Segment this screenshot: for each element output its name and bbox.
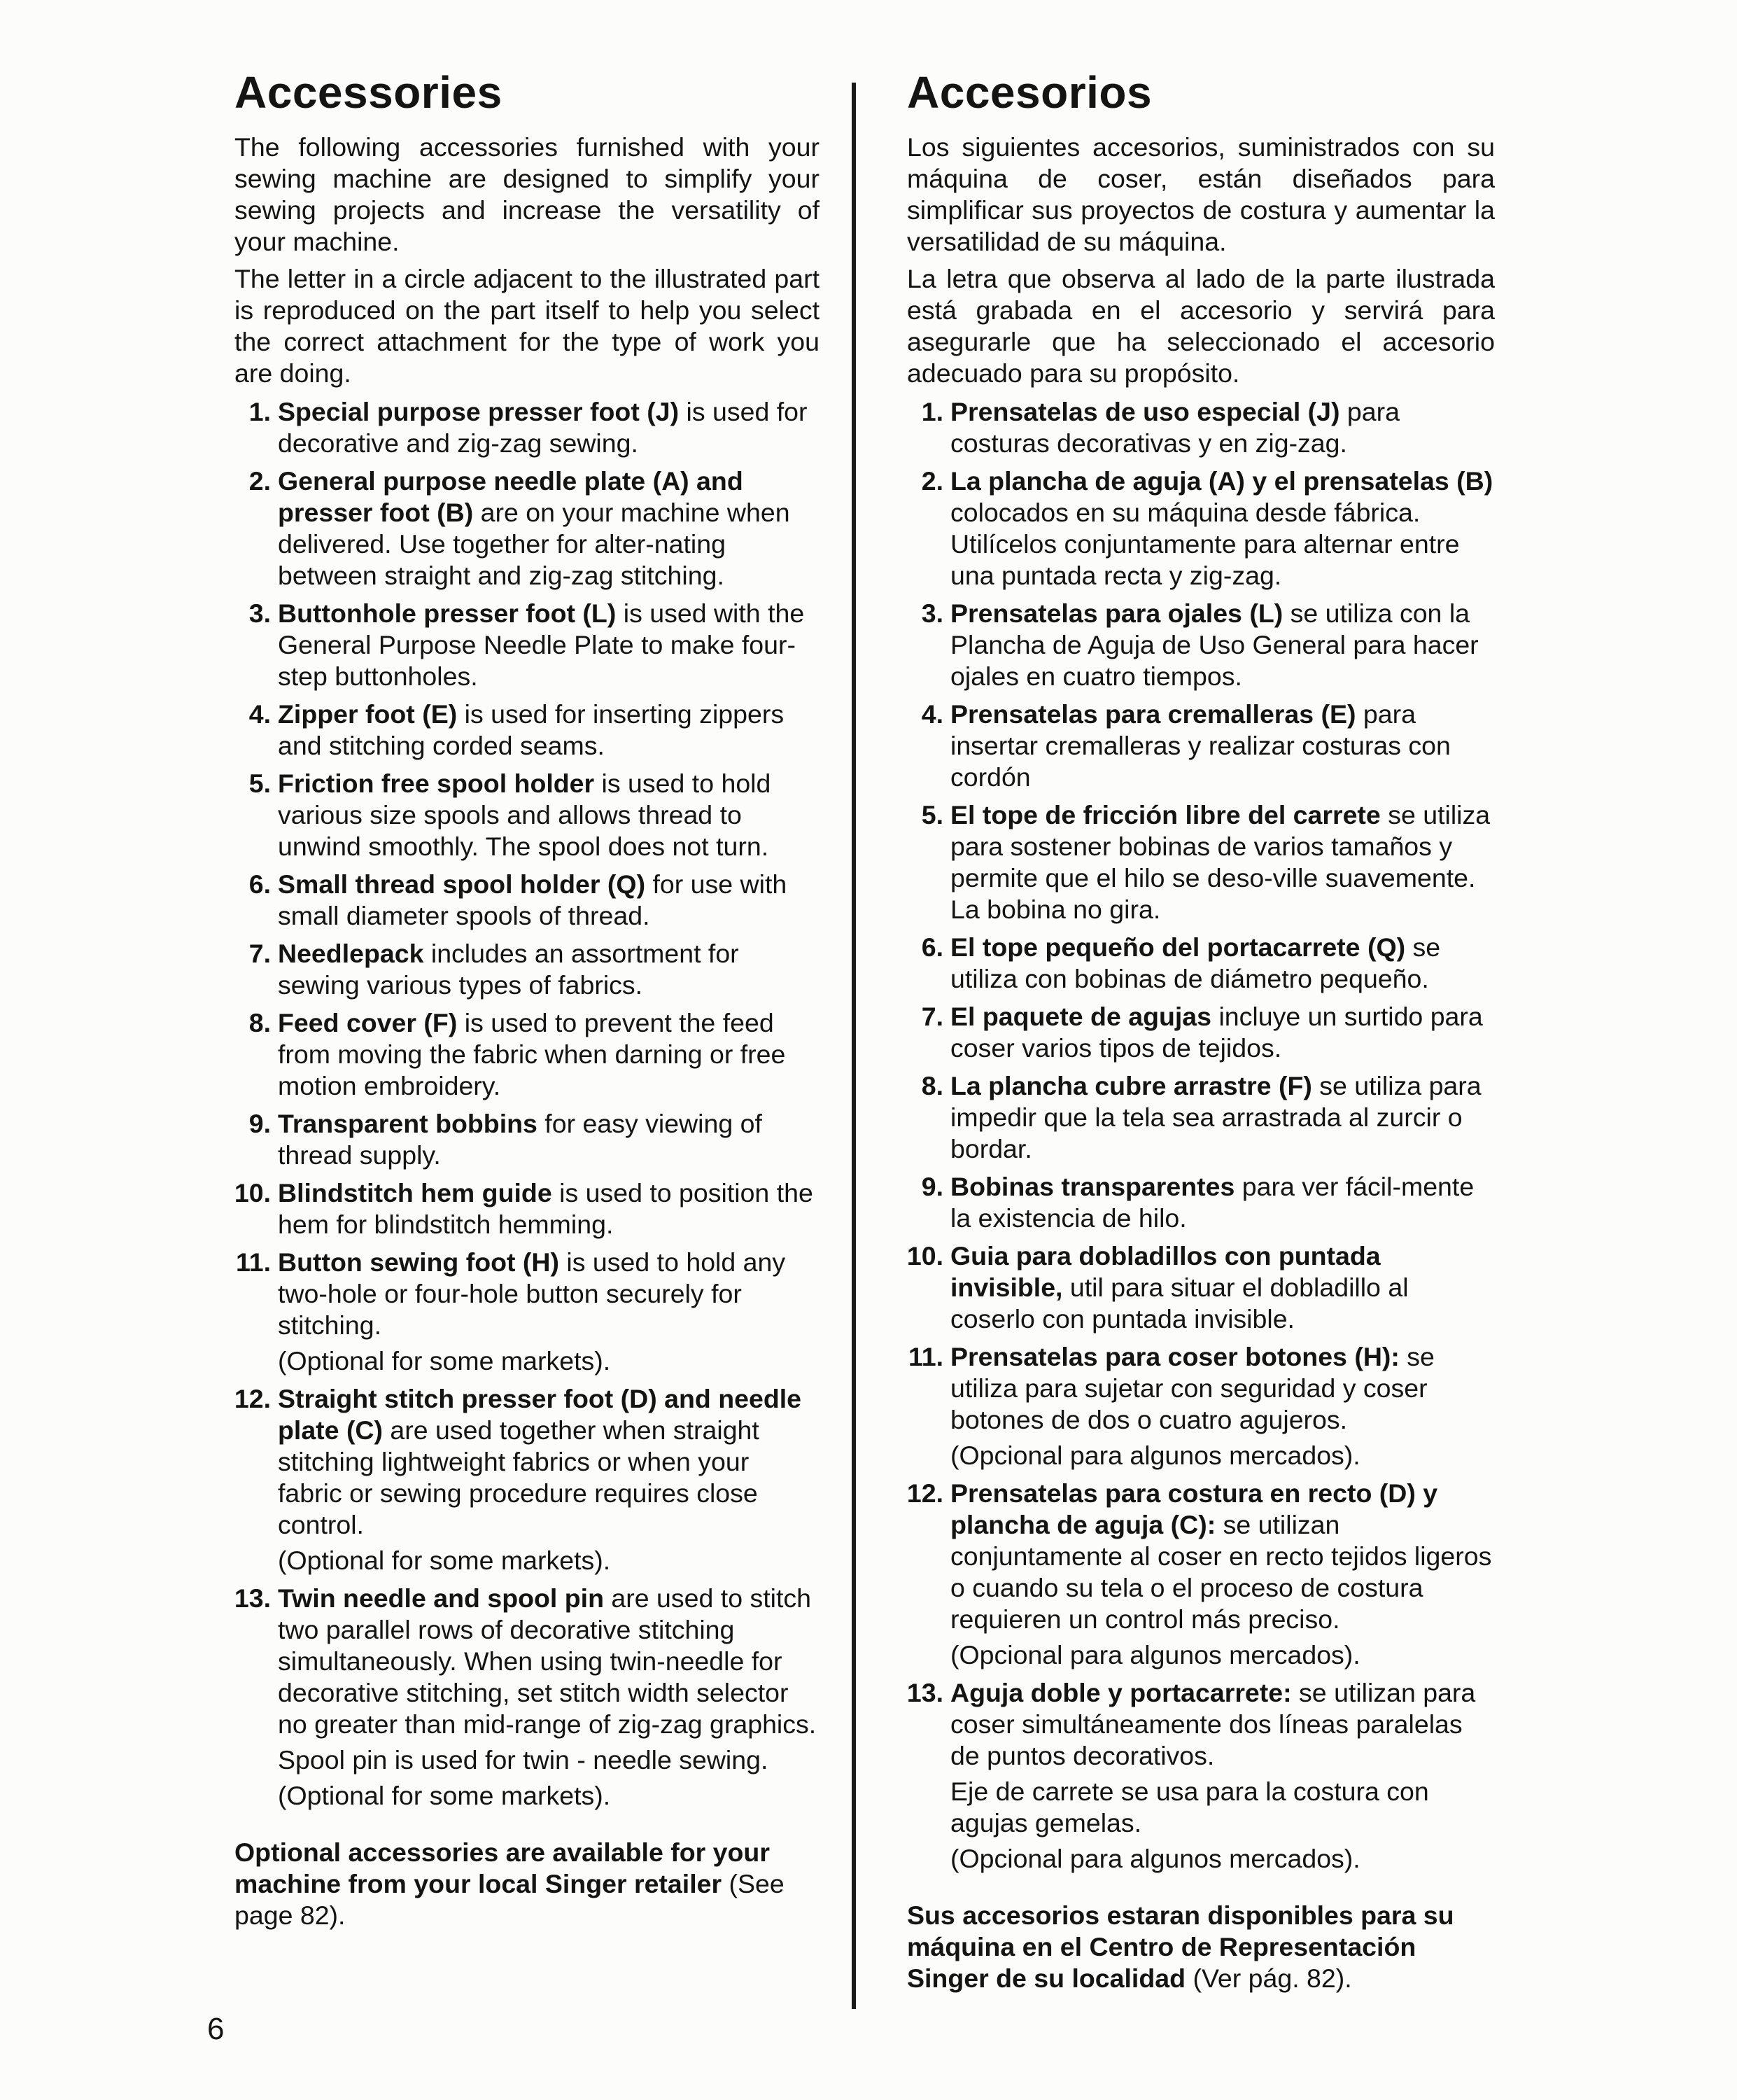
- spanish-closing-text: (Ver pág. 82).: [1186, 1963, 1352, 1993]
- english-list-item: [234, 598, 820, 692]
- item-name: Aguja doble y portacarrete:: [950, 1677, 1292, 1707]
- item-text: para costuras decorativas y en zig-zag.: [950, 396, 1400, 458]
- spanish-closing: [907, 1900, 1495, 1994]
- spanish-list-item: [907, 1677, 1495, 1875]
- item-number: 6.: [921, 932, 943, 962]
- english-list-item: [234, 869, 820, 932]
- item-optional-note: (Opcional para algunos mercados).: [950, 1440, 1360, 1470]
- english-list-item: [234, 1108, 820, 1171]
- spanish-accessory-list: [907, 396, 1495, 1875]
- spanish-intro-1: Los siguientes accesorios, suministrados con su máquina de coser, están diseñados para simplificar sus proyectos de costura y aumentar la versatilidad de su máquina.: [907, 132, 1495, 256]
- item-description: [950, 1341, 1495, 1436]
- item-text: para ver fácil-mente la existencia de hilo.: [950, 1171, 1475, 1233]
- item-description: [950, 1171, 1495, 1234]
- item-number: 2.: [921, 465, 943, 496]
- item-text: se utiliza con bobinas de diámetro pequeño.: [950, 932, 1441, 993]
- item-number: 11.: [908, 1341, 943, 1371]
- item-name: El paquete de agujas: [950, 1001, 1212, 1031]
- english-list-item: [234, 1177, 820, 1240]
- english-list-item: [234, 1583, 820, 1812]
- item-name: El tope de fricción libre del carrete: [950, 799, 1381, 830]
- item-number: 1.: [921, 396, 943, 426]
- spanish-list-item: [907, 1070, 1495, 1165]
- item-name: Prensatelas para cremalleras (E): [950, 699, 1356, 729]
- item-description: [278, 699, 820, 762]
- item-description: [950, 1070, 1495, 1165]
- spanish-list-item: [907, 1001, 1495, 1064]
- item-text: is used for decorative and zig-zag sewing.: [278, 396, 808, 458]
- item-name: Button sewing foot (H): [278, 1247, 559, 1277]
- item-name: Straight stitch presser foot (D) and needle plate (C): [278, 1383, 802, 1445]
- item-text: se utiliza para impedir que la tela sea arrastrada al zurcir o bordar.: [950, 1070, 1482, 1163]
- item-name: Bobinas transparentes: [950, 1171, 1235, 1201]
- item-text: colocados en su máquina desde fábrica. Utilícelos conjuntamente para alternar entre una puntada recta y zig-zag.: [950, 497, 1460, 590]
- spanish-list-item: [907, 699, 1495, 793]
- column-divider: [852, 83, 856, 2009]
- item-description: [950, 932, 1495, 995]
- item-name: Zipper foot (E): [278, 699, 458, 729]
- spanish-intro-2: La letra que observa al lado de la parte ilustrada está grabada en el accesorio y servirá para asegurarle que ha seleccionado el accesorio adecuado para su propósito.: [907, 263, 1495, 388]
- item-name: Prensatelas para costura en recto (D) y plancha de aguja (C):: [950, 1478, 1438, 1539]
- item-number: 4.: [248, 699, 271, 729]
- english-closing: [234, 1837, 820, 1931]
- item-name: Blindstitch hem guide: [278, 1177, 552, 1208]
- item-name: Feed cover (F): [278, 1007, 458, 1037]
- item-number: 5.: [921, 799, 943, 830]
- item-description: [278, 1383, 820, 1541]
- item-description: [950, 1478, 1495, 1635]
- item-number: 8.: [248, 1007, 271, 1037]
- item-text: is used to hold any two-hole or four-hole button securely for stitching.: [278, 1247, 786, 1340]
- item-text: se utiliza para sostener bobinas de varios tamaños y permite que el hilo se deso-ville suavemente. La bobina no gira.: [950, 799, 1491, 924]
- item-number: 9.: [248, 1108, 271, 1138]
- item-description: [278, 598, 820, 692]
- item-description: [278, 1583, 820, 1740]
- english-list-item: [234, 396, 820, 459]
- spanish-closing-bold: Sus accesorios estaran disponibles para su máquina en el Centro de Representación Singer de su localidad: [907, 1900, 1454, 1993]
- item-number: 7.: [921, 1001, 943, 1031]
- item-name: La plancha de aguja (A) y el prensatelas (B): [950, 465, 1493, 496]
- english-list-item: [234, 1007, 820, 1102]
- item-text: para insertar cremalleras y realizar costuras con cordón: [950, 699, 1451, 792]
- item-name: Prensatelas para coser botones (H):: [950, 1341, 1400, 1371]
- item-text: is used to prevent the feed from moving the fabric when darning or free motion embroidery.: [278, 1007, 786, 1100]
- spanish-title: Accesorios: [907, 67, 1153, 118]
- english-title: Accessories: [234, 67, 502, 118]
- item-name: Twin needle and spool pin: [278, 1583, 604, 1613]
- item-text: is used with the General Purpose Needle Plate to make four-step buttonholes.: [278, 598, 805, 691]
- item-description: [950, 699, 1495, 793]
- item-description: [278, 1007, 820, 1102]
- english-list-item: [234, 1383, 820, 1576]
- item-number: 5.: [248, 768, 271, 798]
- item-optional-note: (Opcional para algunos mercados).: [950, 1843, 1360, 1873]
- item-description: [278, 869, 820, 932]
- item-name: Buttonhole presser foot (L): [278, 598, 617, 628]
- item-number: 10.: [906, 1240, 943, 1270]
- english-closing-text: (See page 82).: [234, 1868, 785, 1930]
- item-number: 10.: [234, 1177, 271, 1208]
- item-number: 1.: [248, 396, 271, 426]
- item-number: 9.: [921, 1171, 943, 1201]
- spanish-list-item: [907, 1478, 1495, 1671]
- item-number: 4.: [921, 699, 943, 729]
- item-optional-note: (Optional for some markets).: [278, 1780, 611, 1810]
- item-text: is used to hold various size spools and allows thread to unwind smoothly. The spool does not turn.: [278, 768, 771, 861]
- item-name: Guia para dobladillos con puntada invisible,: [950, 1240, 1381, 1302]
- english-list-item: [234, 768, 820, 862]
- item-number: 8.: [921, 1070, 943, 1100]
- item-description: [278, 465, 820, 592]
- english-accessory-list: [234, 396, 820, 1812]
- item-number: 12.: [234, 1383, 271, 1413]
- item-name: Friction free spool holder: [278, 768, 595, 798]
- item-name: Small thread spool holder (Q): [278, 869, 646, 899]
- item-text: are used together when straight stitching lightweight fabrics or when your fabric or sewing procedure requires close control.: [278, 1415, 759, 1539]
- spanish-list-item: [907, 598, 1495, 692]
- item-text: se utiliza para sujetar con seguridad y coser botones de dos o cuatro agujeros.: [950, 1341, 1435, 1434]
- item-text: se utilizan conjuntamente al coser en recto tejidos ligeros o cuando su tela o el proceso de costura requieren un control más preciso.: [950, 1509, 1492, 1634]
- item-number: 3.: [248, 598, 271, 628]
- item-text: for use with small diameter spools of thread.: [278, 869, 787, 930]
- item-text: se utilizan para coser simultáneamente dos líneas paralelas de puntos decorativos.: [950, 1677, 1476, 1770]
- item-text: incluye un surtido para coser varios tipos de tejidos.: [950, 1001, 1483, 1063]
- item-description: [950, 1677, 1495, 1772]
- item-number: 2.: [248, 465, 271, 496]
- item-text: are on your machine when delivered. Use together for alter-nating between straight and zig-zag stitching.: [278, 497, 790, 590]
- english-list-item: [234, 465, 820, 592]
- spanish-list-item: [907, 932, 1495, 995]
- english-list-item: [234, 938, 820, 1001]
- item-text: se utiliza con la Plancha de Aguja de Uso General para hacer ojales en cuatro tiempos.: [950, 598, 1479, 691]
- item-name: General purpose needle plate (A) and presser foot (B): [278, 465, 743, 527]
- item-optional-note: (Optional for some markets).: [278, 1545, 611, 1575]
- item-name: Transparent bobbins: [278, 1108, 537, 1138]
- spanish-column: [907, 67, 1495, 2000]
- item-name: Prensatelas de uso especial (J): [950, 396, 1340, 426]
- item-text: is used to position the hem for blindstitch hemming.: [278, 1177, 813, 1239]
- item-text: are used to stitch two parallel rows of decorative stitching simultaneously. When using twin-needle for decorative stitching, set stitch width selector no greater than mid-range of zig-zag graphics.: [278, 1583, 817, 1739]
- item-number: 6.: [248, 869, 271, 899]
- english-list-item: [234, 1247, 820, 1377]
- english-list-item: [234, 699, 820, 762]
- item-description: [950, 598, 1495, 692]
- item-description: [278, 1177, 820, 1240]
- item-text: for easy viewing of thread supply.: [278, 1108, 762, 1170]
- item-description: [950, 396, 1495, 459]
- item-optional-note: (Opcional para algunos mercados).: [950, 1639, 1360, 1670]
- item-optional-note: (Optional for some markets).: [278, 1345, 611, 1376]
- item-description: [950, 465, 1495, 592]
- spanish-list-item: [907, 1240, 1495, 1335]
- english-column: [234, 67, 820, 1937]
- item-extra-note: Eje de carrete se usa para la costura con agujas gemelas.: [950, 1776, 1429, 1837]
- item-number: 13.: [234, 1583, 271, 1613]
- item-description: [278, 1247, 820, 1341]
- item-text: includes an assortment for sewing various types of fabrics.: [278, 938, 739, 1000]
- item-description: [278, 1108, 820, 1171]
- item-description: [278, 768, 820, 862]
- item-name: Needlepack: [278, 938, 424, 968]
- spanish-list-item: [907, 396, 1495, 459]
- item-extra-note: Spool pin is used for twin - needle sewing.: [278, 1744, 768, 1774]
- item-name: Prensatelas para ojales (L): [950, 598, 1284, 628]
- english-closing-bold: Optional accessories are available for your machine from your local Singer retailer: [234, 1837, 770, 1898]
- spanish-list-item: [907, 1171, 1495, 1234]
- spanish-list-item: [907, 1341, 1495, 1471]
- english-intro-2: The letter in a circle adjacent to the illustrated part is reproduced on the part itself to help you select the correct attachment for the type of work you are doing.: [234, 263, 820, 388]
- item-text: util para situar el dobladillo al coserlo con puntada invisible.: [950, 1272, 1409, 1334]
- spanish-list-item: [907, 465, 1495, 592]
- item-description: [950, 1240, 1495, 1335]
- item-number: 7.: [248, 938, 271, 968]
- item-name: La plancha cubre arrastre (F): [950, 1070, 1312, 1100]
- item-number: 13.: [906, 1677, 943, 1707]
- item-name: El tope pequeño del portacarrete (Q): [950, 932, 1406, 962]
- item-name: Special purpose presser foot (J): [278, 396, 680, 426]
- page-number: 6: [207, 2012, 225, 2046]
- item-text: is used for inserting zippers and stitching corded seams.: [278, 699, 785, 760]
- item-description: [278, 396, 820, 459]
- english-intro-1: The following accessories furnished with your sewing machine are designed to simplify your sewing projects and increase the versatility of your machine.: [234, 132, 820, 256]
- spanish-list-item: [907, 799, 1495, 925]
- item-number: 3.: [921, 598, 943, 628]
- item-description: [950, 1001, 1495, 1064]
- item-number: 12.: [906, 1478, 943, 1508]
- item-description: [278, 938, 820, 1001]
- item-description: [950, 799, 1495, 925]
- item-number: 11.: [235, 1247, 271, 1277]
